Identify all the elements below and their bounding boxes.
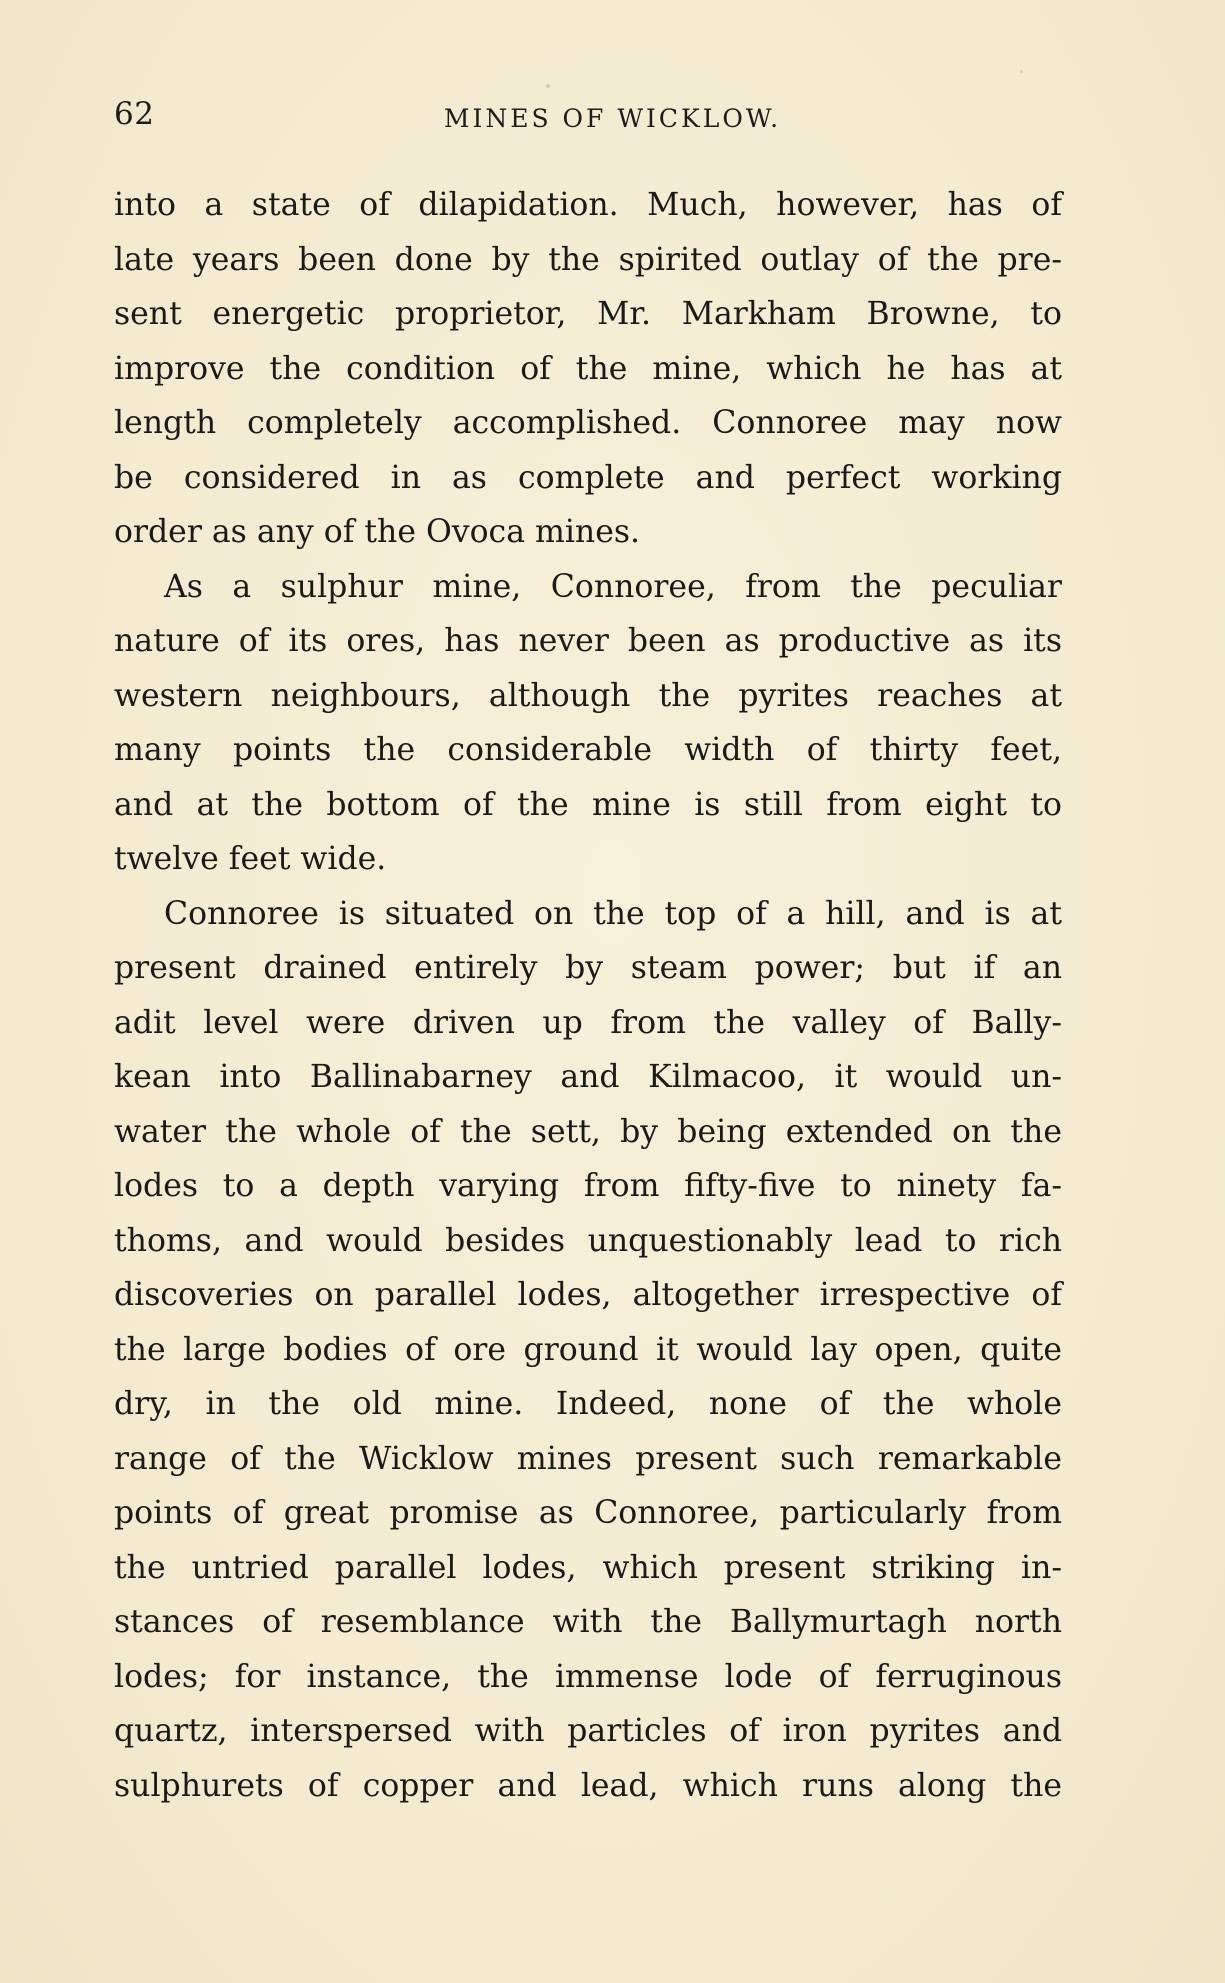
text-line: adit level were driven up from the valley of Bally- [114, 1004, 1062, 1041]
text-line: the untried parallel lodes, which present striking in- [114, 1549, 1062, 1586]
text-line: lodes to a depth varying from fifty-five to ninety fa- [114, 1168, 1062, 1204]
text-line: order as any of the Ovoca mines. [114, 514, 641, 550]
text-line: the large bodies of ore ground it would lay open, quite [114, 1331, 1062, 1368]
text-line: and at the bottom of the mine is still from eight to [114, 786, 1062, 823]
text-line: lodes; for instance, the immense lode of ferruginous [114, 1658, 1062, 1695]
text-line: sulphurets of copper and lead, which runs along the [114, 1767, 1062, 1804]
text-line: improve the condition of the mine, which he has at [114, 350, 1062, 387]
text-line: discoveries on parallel lodes, altogether irrespective of [114, 1277, 1062, 1313]
paper-speck [546, 84, 550, 88]
text-line: kean into Ballinabarney and Kilmacoo, it would un- [114, 1059, 1062, 1095]
text-line: many points the considerable width of thirty feet, [114, 732, 1062, 768]
text-line: be considered in as complete and perfect working [114, 459, 1062, 496]
text-line: twelve feet wide. [114, 841, 387, 877]
text-line: into a state of dilapidation. Much, however, has of [114, 187, 1062, 223]
text-line: Connoree is situated on the top of a hill, and is at [164, 895, 1062, 932]
text-line: points of great promise as Connoree, particularly from [114, 1495, 1062, 1531]
text-line: late years been done by the spirited outlay of the pre- [114, 241, 1062, 278]
running-title: MINES OF WICKLOW. [443, 104, 782, 133]
text-line: range of the Wicklow mines present such remarkable [114, 1440, 1062, 1477]
text-line: sent energetic proprietor, Mr. Markham Browne, to [114, 296, 1062, 332]
text-line: present drained entirely by steam power; but if an [114, 950, 1062, 986]
paragraph [114, 560, 1062, 887]
text-line: water the whole of the sett, by being extended on the [114, 1113, 1062, 1150]
text-line: quartz, interspersed with particles of iron pyrites and [114, 1713, 1062, 1749]
text-line: thoms, and would besides unquestionably lead to rich [114, 1222, 1062, 1259]
text-line: nature of its ores, has never been as productive as its [114, 623, 1062, 659]
paper-speck [1020, 70, 1023, 73]
paragraph [114, 887, 1062, 1814]
body-text [114, 178, 1062, 1813]
paragraph [114, 178, 1062, 560]
text-line: western neighbours, although the pyrites reaches at [114, 677, 1062, 714]
text-line: stances of resemblance with the Ballymurtagh north [114, 1604, 1062, 1640]
text-line: length completely accomplished. Connoree may now [114, 405, 1062, 441]
page-number: 62 [114, 96, 155, 132]
text-line: As a sulphur mine, Connoree, from the peculiar [164, 568, 1062, 605]
text-line: dry, in the old mine. Indeed, none of the whole [114, 1386, 1062, 1422]
